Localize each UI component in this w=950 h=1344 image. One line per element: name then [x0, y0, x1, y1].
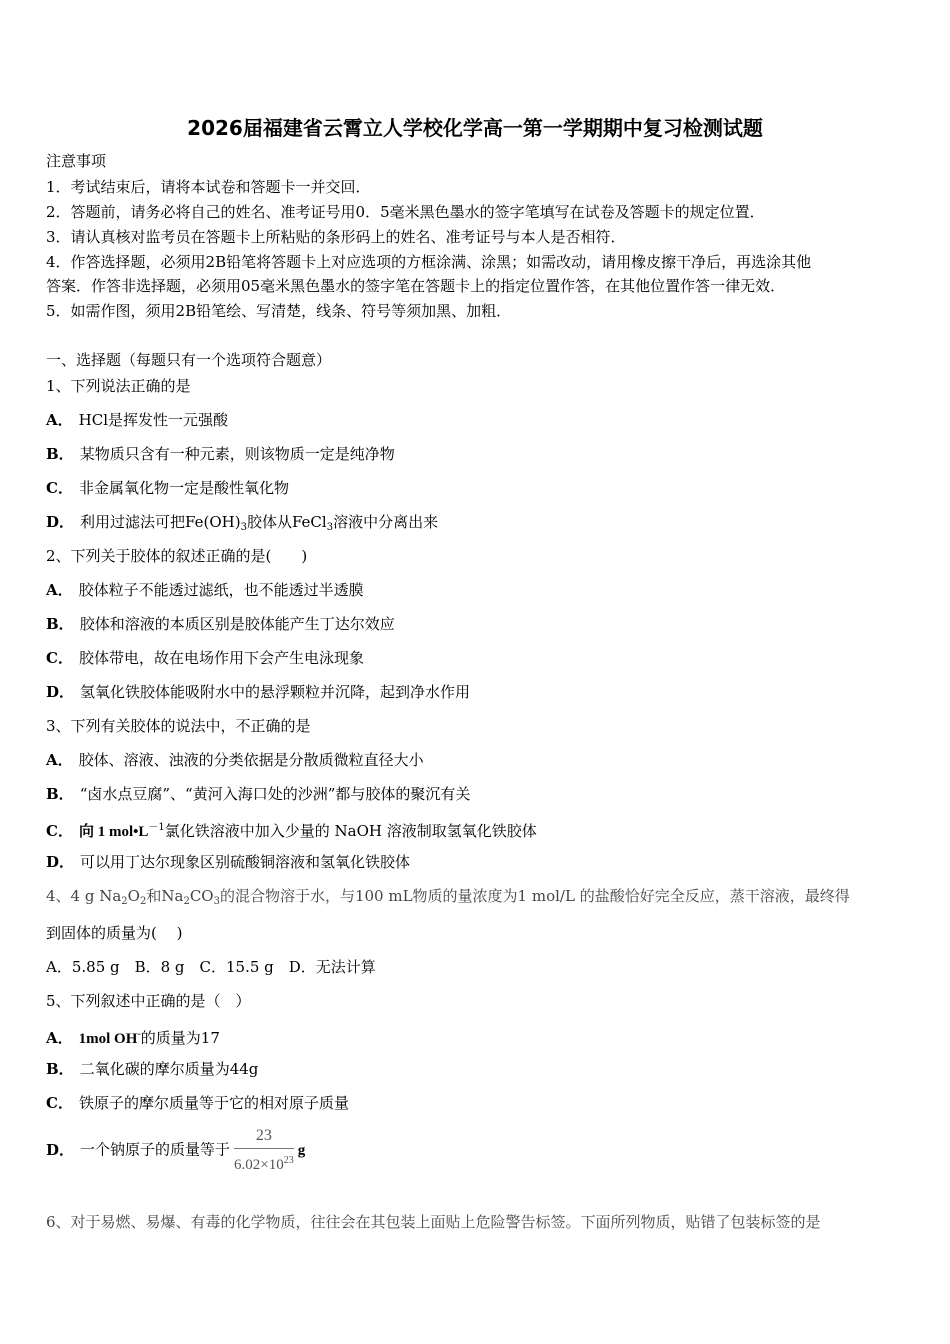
option-text: 1mol OH: [78, 1031, 138, 1047]
notice-item: 3．请认真核对监考员在答题卡上所粘贴的条形码上的姓名、准考证号与本人是否相符．: [46, 228, 626, 246]
option-label: D．: [46, 1140, 75, 1159]
question-1-option-a: [46, 410, 228, 430]
option-text: 向 1 mol•L: [78, 824, 149, 840]
option-label: D．: [46, 853, 75, 871]
question-3-option-d: [46, 852, 410, 872]
notice-item: 2．答题前，请务必将自己的姓名、准考证号用0．5毫米黑色墨水的签字笔填写在试卷及答题卡的规定位置．: [46, 203, 765, 221]
question-1-option-b: [46, 444, 395, 464]
question-3-stem: 3、下列有关胶体的说法中，不正确的是: [46, 717, 311, 735]
question-1-stem: 1、下列说法正确的是: [46, 377, 191, 395]
denominator-text: 6.02×10: [234, 1157, 284, 1173]
question-3-option-c: [46, 818, 537, 842]
subscript: 2: [183, 896, 190, 907]
question-1-option-c: [46, 478, 289, 498]
question-2-option-b: [46, 614, 395, 634]
option-text: 可以用丁达尔现象区别硫酸铜溶液和氢氧化铁胶体: [80, 853, 411, 871]
option-label: C．: [46, 649, 73, 667]
subscript: 2: [121, 896, 128, 907]
option-label: C．: [46, 1094, 73, 1112]
question-2-option-c: [46, 648, 364, 668]
option-text: 利用过滤法可把Fe(OH): [80, 513, 241, 531]
question-6-stem: 6、对于易燃、易爆、有毒的化学物质，往往会在其包装上面贴上危险警告标签。下面所列物质，贴错了包装标签的是: [46, 1213, 821, 1231]
section-heading: 一、选择题（每题只有一个选项符合题意）: [46, 351, 332, 369]
subscript: 2: [139, 896, 147, 907]
notice-item: 1．考试结束后，请将本试卷和答题卡一并交回．: [46, 178, 371, 196]
option-label: A．: [46, 751, 73, 769]
question-5-option-b: [46, 1059, 258, 1079]
subscript: 3: [240, 522, 247, 533]
option-text: “卤水点豆腐”、“黄河入海口处的沙洲”都与胶体的聚沉有关: [79, 785, 471, 803]
question-5-option-a: [46, 1025, 220, 1049]
option-label: C．: [46, 822, 73, 840]
question-5-option-d: [46, 1126, 305, 1175]
question-5-stem: 5、下列叙述中正确的是（ ）: [46, 992, 251, 1010]
question-4-stem-continued: 到固体的质量为( ): [46, 924, 183, 942]
question-2-option-a: [46, 580, 364, 600]
option-text: 胶体、溶液、浊液的分类依据是分散质微粒直径大小: [78, 751, 424, 769]
option-text: 非金属氧化物一定是酸性氧化物: [78, 479, 289, 497]
question-4-stem: [46, 886, 850, 912]
option-text: 胶体从FeCl: [246, 513, 327, 531]
question-3-option-a: [46, 750, 424, 770]
option-text: 某物质只含有一种元素，则该物质一定是纯净物: [79, 445, 395, 463]
option-text: 铁原子的摩尔质量等于它的相对原子质量: [78, 1094, 349, 1112]
option-label: A．: [46, 411, 73, 429]
subscript: 3: [326, 522, 334, 533]
question-4-options: A．5.85 g B．8 g C．15.5 g D．无法计算: [46, 958, 376, 976]
notice-item: 答案．作答非选择题，必须用05毫米黑色墨水的签字笔在答题卡上的指定位置作答，在其他位置作答一律无效．: [46, 277, 786, 295]
option-label: B．: [46, 785, 74, 803]
option-label: D．: [46, 683, 75, 701]
option-text: 胶体和溶液的本质区别是胶体能产生丁达尔效应: [79, 615, 395, 633]
option-text: g: [297, 1142, 306, 1159]
option-label: A．: [46, 581, 73, 599]
option-text: 胶体带电，故在电场作用下会产生电泳现象: [78, 649, 364, 667]
option-text: 氢氧化铁胶体能吸附水中的悬浮颗粒并沉降，起到净水作用: [80, 683, 471, 701]
stem-text: 的混合物溶于水，与100 mL物质的量浓度为1 mol/L 的盐酸恰好完全反应，蒸干溶液，最终得: [219, 887, 850, 905]
notice-item: 4．作答选择题，必须用2B铅笔将答题卡上对应选项的方框涂满、涂黑；如需改动，请用橡皮擦干净后，再选涂其他: [46, 253, 812, 271]
question-1-option-d: [46, 512, 438, 538]
option-text: 溶液中分离出来: [333, 513, 439, 531]
option-text: 氯化铁溶液中加入少量的 NaOH 溶液制取氢氧化铁胶体: [164, 822, 537, 840]
fraction: [234, 1126, 294, 1175]
stem-text: CO: [189, 887, 214, 905]
notice-item: 5．如需作图，须用2B铅笔绘、写清楚，线条、符号等须加黑、加粗．: [46, 302, 512, 320]
question-2-option-d: [46, 682, 470, 702]
superscript: -: [137, 1029, 141, 1040]
question-3-option-b: [46, 784, 470, 804]
option-text: 的质量为17: [140, 1029, 220, 1047]
option-text: 胶体粒子不能透过滤纸，也不能透过半透膜: [78, 581, 364, 599]
option-text: 一个钠原子的质量等于: [80, 1140, 231, 1159]
question-5-option-c: [46, 1093, 349, 1113]
option-label: C．: [46, 479, 73, 497]
superscript: －1: [148, 822, 165, 833]
option-text: HCl是挥发性一元强酸: [78, 411, 228, 429]
option-text: 二氧化碳的摩尔质量为44g: [79, 1060, 259, 1078]
option-label: D．: [46, 513, 75, 531]
notice-heading: 注意事项: [46, 152, 107, 170]
option-label: B．: [46, 615, 74, 633]
option-label: B．: [46, 445, 74, 463]
exam-title: 2026届福建省云霄立人学校化学高一第一学期期中复习检测试题: [187, 116, 763, 140]
question-2-stem: 2、下列关于胶体的叙述正确的是( ): [46, 547, 308, 565]
stem-text: 和Na: [146, 887, 184, 905]
option-label: A．: [46, 1029, 73, 1047]
option-label: B．: [46, 1060, 74, 1078]
fraction-denominator: [234, 1149, 294, 1175]
stem-text: O: [127, 887, 140, 905]
subscript: 3: [213, 896, 220, 907]
superscript: 23: [283, 1155, 294, 1166]
fraction-numerator: 23: [234, 1126, 294, 1149]
stem-text: 4、4 g Na: [46, 887, 122, 905]
